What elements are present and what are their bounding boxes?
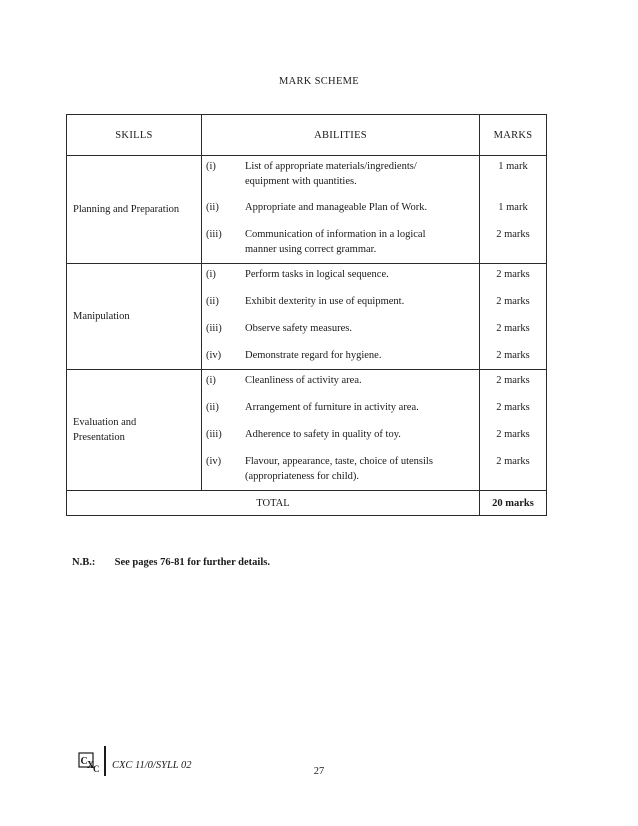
page-title: MARK SCHEME <box>278 76 360 87</box>
page-number: 27 <box>313 766 325 777</box>
skill-planning-preparation <box>67 156 202 264</box>
ability-text <box>245 455 455 484</box>
marks-manipulation <box>480 264 547 370</box>
mark-value: 2 marks <box>496 456 530 467</box>
ability-line: (appropriateness for child). <box>245 470 359 482</box>
ability-text: Perform tasks in logical sequence. <box>245 269 389 280</box>
ability-text: Adherence to safety in quality of toy. <box>245 429 401 440</box>
ability-item <box>202 428 479 442</box>
ability-number: (ii) <box>206 296 219 307</box>
ability-number: (iv) <box>206 350 222 361</box>
header-abilities: ABILITIES <box>202 115 480 156</box>
header-skills: SKILLS <box>67 115 202 156</box>
ability-line: manner using correct grammar. <box>245 243 377 255</box>
ability-text: Observe safety measures. <box>245 323 352 334</box>
ability-line: equipment with quantities. <box>245 175 357 187</box>
ability-item <box>202 228 479 257</box>
marks-planning <box>480 156 547 264</box>
abilities-evaluation <box>202 370 480 491</box>
ability-line: Communication of information in a logical <box>245 229 426 240</box>
ability-number: (iii) <box>206 229 222 240</box>
ability-item <box>202 349 479 363</box>
ability-line: Flavour, appearance, taste, choice of utensils <box>245 456 433 467</box>
ability-number: (i) <box>206 375 216 386</box>
mark-value: 2 marks <box>496 429 530 440</box>
mark-value: 2 marks <box>496 402 530 413</box>
mark-value: 2 marks <box>496 269 530 280</box>
mark-value: 1 mark <box>498 161 528 172</box>
ability-number: (iv) <box>206 456 222 467</box>
note <box>72 557 270 568</box>
ability-item <box>202 401 479 415</box>
table-header-row <box>67 115 547 156</box>
ability-number: (i) <box>206 269 216 280</box>
ability-number: (iii) <box>206 429 222 440</box>
total-row <box>67 491 547 516</box>
table-row <box>67 156 547 264</box>
ability-text: Demonstrate regard for hygiene. <box>245 350 382 361</box>
marks-evaluation <box>480 370 547 491</box>
skill-evaluation-presentation <box>67 370 202 491</box>
ability-number: (iii) <box>206 323 222 334</box>
ability-text <box>245 228 455 257</box>
total-marks: 20 marks <box>480 491 547 516</box>
mark-value: 2 marks <box>496 350 530 361</box>
mark-value: 2 marks <box>496 229 530 240</box>
mark-value: 1 mark <box>498 202 528 213</box>
abilities-manipulation <box>202 264 480 370</box>
ability-item <box>202 374 479 388</box>
ability-item <box>202 295 479 309</box>
ability-item <box>202 268 479 282</box>
ability-item <box>202 322 479 336</box>
skill-label: Planning and Preparation <box>73 204 180 215</box>
total-label: TOTAL <box>67 491 480 516</box>
mark-value: 2 marks <box>496 375 530 386</box>
ability-number: (ii) <box>206 402 219 413</box>
skill-manipulation <box>67 264 202 370</box>
ability-text: Cleanliness of activity area. <box>245 375 362 386</box>
skill-label: Manipulation <box>73 311 130 322</box>
mark-value: 2 marks <box>496 323 530 334</box>
ability-item <box>202 201 479 215</box>
mark-scheme-table <box>66 114 547 516</box>
ability-text: Exhibit dexterity in use of equipment. <box>245 296 405 307</box>
mark-value: 2 marks <box>496 296 530 307</box>
ability-text: Appropriate and manageable Plan of Work. <box>245 202 428 213</box>
svg-text:X: X <box>87 760 95 771</box>
svg-text:C: C <box>93 764 100 774</box>
ability-item <box>202 455 479 484</box>
header-marks: MARKS <box>480 115 547 156</box>
skill-label-line: Presentation <box>73 432 125 443</box>
footer-syllabus-code: CXC 11/0/SYLL 02 <box>112 760 192 771</box>
note-text: See pages 76-81 for further details. <box>114 557 270 568</box>
skill-label-line: Evaluation and <box>73 417 137 428</box>
ability-text <box>245 160 455 189</box>
ability-line: List of appropriate materials/ingredients/ <box>245 161 417 172</box>
svg-text:C: C <box>80 756 88 767</box>
table-row <box>67 370 547 491</box>
ability-text: Arrangement of furniture in activity area. <box>245 402 419 413</box>
table-row <box>67 264 547 370</box>
note-label: N.B.: <box>72 557 96 568</box>
abilities-planning <box>202 156 480 264</box>
ability-number: (ii) <box>206 202 219 213</box>
ability-number: (i) <box>206 161 216 172</box>
ability-item <box>202 160 479 189</box>
